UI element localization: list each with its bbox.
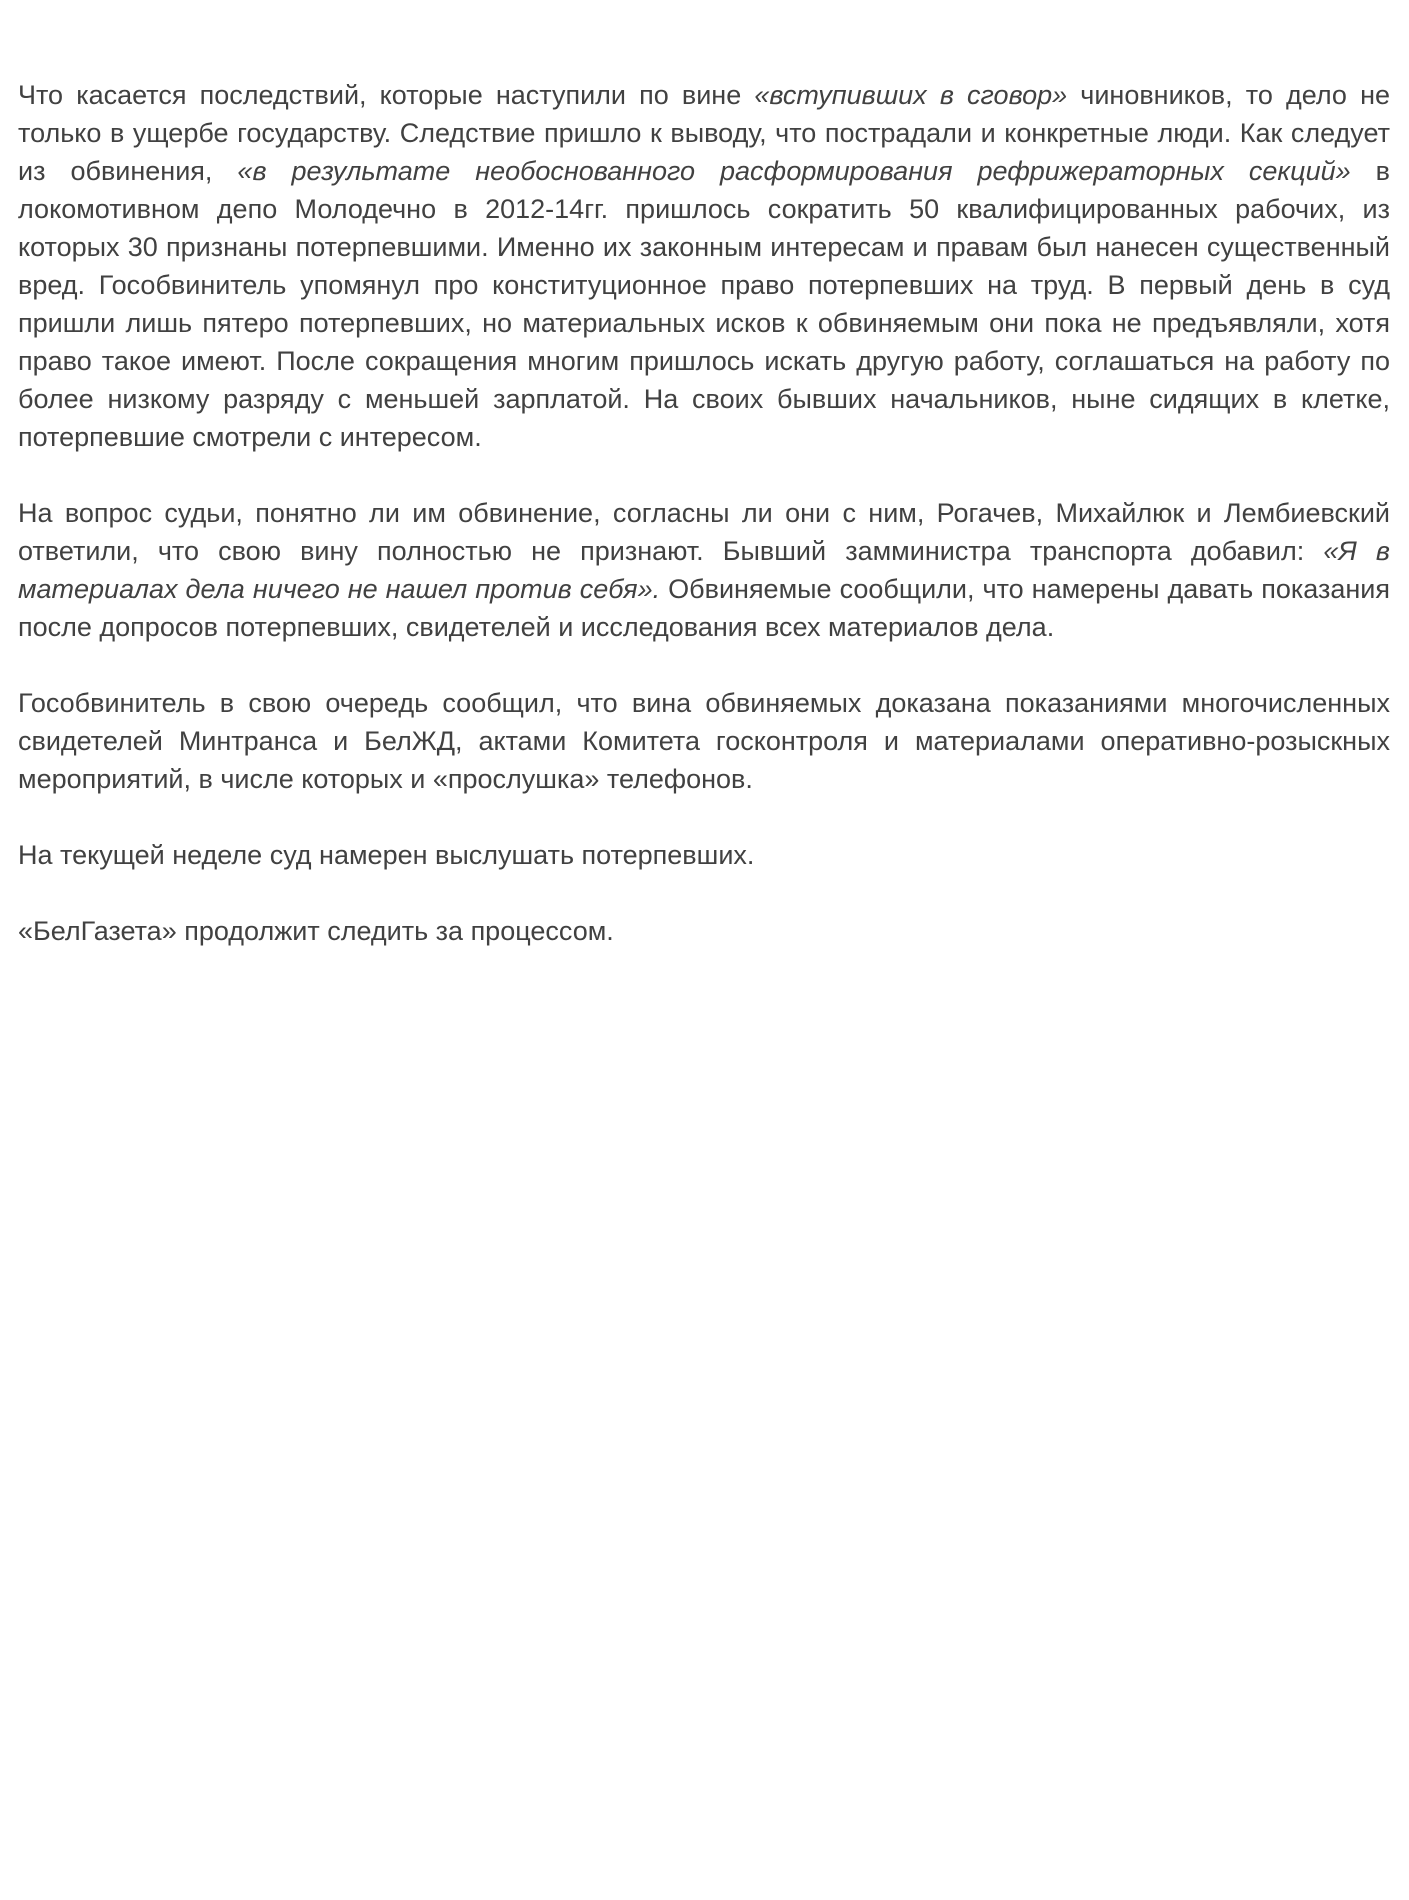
text-run: Гособвинитель в свою очередь сообщил, что вина обвиняемых доказана показаниями многочисленных свидетелей Минтранса и БелЖД, актами Комитета госконтроля и материалами оперативно-розыскных мероприятий, в числе которых и «прослушка» телефонов. <box>18 688 1390 794</box>
text-run: На текущей неделе суд намерен выслушать потерпевших. <box>18 840 755 870</box>
quote-emphasis: «в результате необоснованного расформирования рефрижераторных секций» <box>237 156 1351 186</box>
text-run: «БелГазета» продолжит следить за процессом. <box>18 916 614 946</box>
paragraph <box>18 912 1390 950</box>
paragraph <box>18 684 1390 798</box>
text-run: Обвиняемые сообщили, что намерены давать показания после допросов потерпевших, свидетелей и исследования всех материалов дела. <box>18 574 1390 642</box>
text-run: Что касается последствий, которые наступили по вине <box>18 80 755 110</box>
quote-emphasis: «Я в материалах дела ничего не нашел против себя». <box>18 536 1390 604</box>
paragraph <box>18 494 1390 646</box>
text-run: в локомотивном депо Молодечно в 2012-14гг. пришлось сократить 50 квалифицированных рабочих, из которых 30 признаны потерпевшими. Именно их законным интересам и правам был нанесен существенный вред. Гособвинитель упомянул про конституционное право потерпевших на труд. В первый день в суд пришли лишь пятеро потерпевших, но материальных исков к обвиняемым они пока не предъявляли, хотя право такое имеют. После сокращения многим пришлось искать другую работу, соглашаться на работу по более низкому разряду с меньшей зарплатой. На своих бывших начальников, ныне сидящих в клетке, потерпевшие смотрели с интересом. <box>18 156 1390 452</box>
quote-emphasis: «вступивших в сговор» <box>754 80 1068 110</box>
paragraph <box>18 836 1390 874</box>
text-run: чиновников, то дело не только в ущербе государству. Следствие пришло к выводу, что пострадали и конкретные люди. Как следует из обвинения, <box>18 80 1390 186</box>
paragraph <box>18 76 1390 456</box>
text-run: На вопрос судьи, понятно ли им обвинение, согласны ли они с ним, Рогачев, Михайлюк и Лембиевский ответили, что свою вину полностью не признают. Бывший замминистра транспорта добавил: <box>18 498 1390 566</box>
